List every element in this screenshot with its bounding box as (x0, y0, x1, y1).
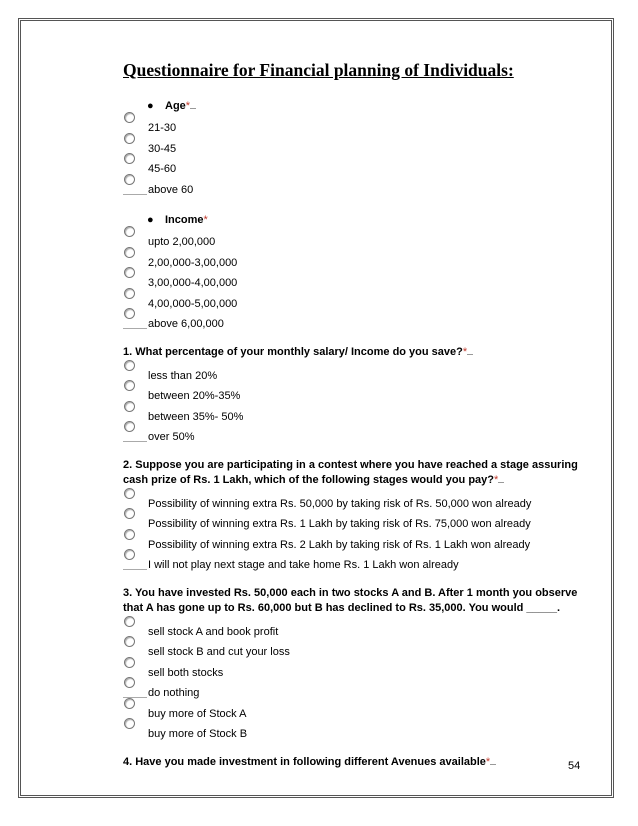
required-mark: * (462, 345, 468, 358)
age-option[interactable] (123, 157, 593, 178)
q2-option[interactable] (123, 512, 593, 533)
option-label: 4,00,000-5,00,000 (148, 297, 238, 310)
radio-button[interactable] (124, 421, 135, 432)
page-title: Questionnaire for Financial planning of Individuals: (123, 60, 514, 80)
question-1-heading (123, 345, 593, 360)
radio-button[interactable] (124, 401, 135, 412)
required-mark: * (203, 214, 208, 226)
option-label: above 6,00,000 (148, 318, 224, 330)
option-label: sell stock A and book profit (148, 625, 279, 638)
option-label: 30-45 (148, 142, 177, 155)
q1-option[interactable] (123, 405, 593, 426)
bullet-icon: ● (147, 100, 154, 112)
radio-button[interactable] (124, 488, 135, 499)
income-option[interactable] (123, 312, 593, 333)
required-mark: * (494, 473, 499, 486)
radio-button[interactable] (124, 657, 135, 668)
option-label: buy more of Stock A (148, 707, 247, 720)
question-text: 1. What percentage of your monthly salary/ Income do you save? (123, 345, 463, 358)
required-mark: * (185, 100, 191, 112)
q3-option[interactable] (123, 702, 593, 723)
radio-button[interactable] (124, 288, 135, 299)
radio-button[interactable] (124, 267, 135, 278)
radio-button[interactable] (124, 360, 135, 371)
radio-button[interactable] (124, 677, 135, 688)
option-label: above 60 (148, 183, 194, 196)
option-label: buy more of Stock B (148, 728, 248, 740)
age-option[interactable] (123, 137, 593, 158)
option-label: 3,00,000-4,00,000 (148, 277, 238, 289)
radio-button[interactable] (124, 529, 135, 540)
income-option[interactable] (123, 230, 593, 251)
option-label: sell stock B and cut your loss (148, 646, 290, 658)
radio-button[interactable] (124, 112, 135, 123)
income-option[interactable] (123, 292, 593, 313)
radio-button[interactable] (124, 698, 135, 709)
option-label: less than 20% (148, 369, 218, 382)
income-option[interactable] (123, 271, 593, 292)
option-label: sell both stocks (148, 666, 224, 679)
question-text: 4. Have you made investment in following different Avenues available (123, 755, 486, 768)
q1-option[interactable] (123, 384, 593, 405)
q2-option[interactable] (123, 553, 593, 574)
radio-button[interactable] (124, 153, 135, 164)
option-label: between 20%-35% (148, 390, 241, 402)
radio-button[interactable] (124, 616, 135, 627)
income-heading-text: Income (165, 214, 204, 226)
question-4-heading (123, 755, 593, 770)
option-label: do nothing (148, 687, 200, 699)
q1-option[interactable] (123, 425, 593, 446)
option-label: 45-60 (148, 163, 177, 175)
radio-button[interactable] (124, 174, 135, 185)
radio-button[interactable] (124, 226, 135, 237)
question-text: 3. You have invested Rs. 50,000 each in two stocks A and B. After 1 month you observe that A has gone up to Rs. 60,000 but B has declined to Rs. 35,000. You would _____. (123, 586, 578, 614)
age-heading (123, 96, 593, 116)
age-option[interactable] (123, 178, 593, 199)
radio-button[interactable] (124, 549, 135, 560)
required-mark: * (485, 755, 491, 768)
q3-option[interactable] (123, 620, 593, 641)
q3-option[interactable] (123, 640, 593, 661)
option-label: 2,00,000-3,00,000 (148, 256, 238, 269)
page-number: 54 (568, 760, 581, 772)
question-3-heading (123, 586, 593, 616)
q2-option[interactable] (123, 492, 593, 513)
option-label: Possibility of winning extra Rs. 1 Lakh by taking risk of Rs. 75,000 won already (148, 518, 531, 530)
option-label: I will not play next stage and take home Rs. 1 Lakh won already (148, 559, 459, 571)
bullet-icon: ● (147, 214, 154, 226)
q3-option[interactable] (123, 661, 593, 682)
option-label: upto 2,00,000 (148, 236, 216, 248)
q3-option[interactable] (123, 722, 593, 743)
q3-option[interactable] (123, 681, 593, 702)
option-label: over 50% (148, 431, 195, 443)
radio-button[interactable] (124, 636, 135, 647)
radio-button[interactable] (124, 380, 135, 391)
age-heading-text: Age (165, 100, 186, 112)
income-heading (123, 210, 593, 230)
option-label: between 35%- 50% (148, 410, 244, 423)
q2-option[interactable] (123, 533, 593, 554)
option-label: 21-30 (148, 122, 177, 134)
income-option[interactable] (123, 251, 593, 272)
radio-button[interactable] (124, 718, 135, 729)
option-label: Possibility of winning extra Rs. 2 Lakh by taking risk of Rs. 1 Lakh won already (148, 538, 531, 551)
age-option[interactable] (123, 116, 593, 137)
question-text: 2. Suppose you are participating in a contest where you have reached a stage assuring cash prize of Rs. 1 Lakh, which of the following stages would you pay? (123, 458, 578, 486)
radio-button[interactable] (124, 508, 135, 519)
question-2-heading (123, 458, 593, 488)
radio-button[interactable] (124, 133, 135, 144)
option-label: Possibility of winning extra Rs. 50,000 by taking risk of Rs. 50,000 won already (148, 497, 532, 510)
q1-option[interactable] (123, 364, 593, 385)
questionnaire (123, 96, 593, 774)
radio-button[interactable] (124, 247, 135, 258)
radio-button[interactable] (124, 308, 135, 319)
